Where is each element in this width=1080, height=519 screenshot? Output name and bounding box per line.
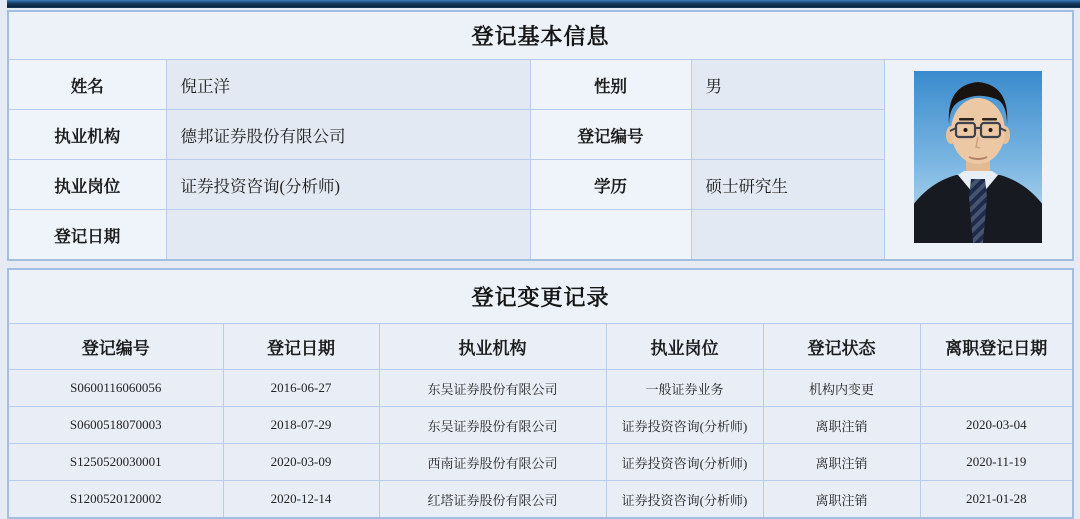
record-cell-status: 离职注销 xyxy=(763,444,920,481)
portrait-photo xyxy=(914,71,1042,243)
field-label-regdate: 登记日期 xyxy=(8,210,166,261)
record-cell-position: 一般证券业务 xyxy=(606,370,763,407)
basic-info-title: 登记基本信息 xyxy=(8,11,1073,60)
record-cell-regno: S1250520030001 xyxy=(8,444,223,481)
change-records-panel xyxy=(7,268,1074,519)
record-cell-regdate: 2018-07-29 xyxy=(223,407,379,444)
field-label-position: 执业岗位 xyxy=(8,160,166,210)
record-cell-regno: S1200520120002 xyxy=(8,481,223,519)
field-label-education: 学历 xyxy=(530,160,691,210)
record-cell-leavedate xyxy=(920,370,1073,407)
field-value-regno xyxy=(691,110,884,160)
field-value-org: 德邦证券股份有限公司 xyxy=(166,110,530,160)
column-header-position: 执业岗位 xyxy=(606,324,763,370)
field-label-empty xyxy=(530,210,691,261)
field-label-org: 执业机构 xyxy=(8,110,166,160)
field-label-gender: 性别 xyxy=(530,60,691,110)
field-value-education: 硕士研究生 xyxy=(691,160,884,210)
top-navy-banner xyxy=(7,0,1080,8)
record-cell-leavedate: 2021-01-28 xyxy=(920,481,1073,519)
records-header-row xyxy=(8,324,1073,370)
basic-info-panel xyxy=(7,10,1074,261)
change-records-table xyxy=(7,268,1074,519)
record-cell-org: 西南证券股份有限公司 xyxy=(379,444,606,481)
change-records-title: 登记变更记录 xyxy=(8,269,1073,324)
record-cell-position: 证券投资咨询(分析师) xyxy=(606,481,763,519)
basic-info-table xyxy=(7,10,1074,261)
record-cell-regdate: 2016-06-27 xyxy=(223,370,379,407)
column-header-regno: 登记编号 xyxy=(8,324,223,370)
record-cell-leavedate: 2020-11-19 xyxy=(920,444,1073,481)
record-cell-leavedate: 2020-03-04 xyxy=(920,407,1073,444)
field-value-name: 倪正洋 xyxy=(166,60,530,110)
record-row xyxy=(8,370,1073,407)
record-cell-regdate: 2020-12-14 xyxy=(223,481,379,519)
column-header-leavedate: 离职登记日期 xyxy=(920,324,1073,370)
record-row xyxy=(8,444,1073,481)
record-cell-org: 红塔证券股份有限公司 xyxy=(379,481,606,519)
column-header-org: 执业机构 xyxy=(379,324,606,370)
record-cell-status: 机构内变更 xyxy=(763,370,920,407)
field-value-regdate xyxy=(166,210,530,261)
record-cell-regno: S0600518070003 xyxy=(8,407,223,444)
field-label-regno: 登记编号 xyxy=(530,110,691,160)
photo-cell xyxy=(884,60,1073,261)
column-header-status: 登记状态 xyxy=(763,324,920,370)
field-label-name: 姓名 xyxy=(8,60,166,110)
field-value-empty xyxy=(691,210,884,261)
record-cell-regdate: 2020-03-09 xyxy=(223,444,379,481)
record-cell-org: 东吴证券股份有限公司 xyxy=(379,370,606,407)
record-row xyxy=(8,481,1073,519)
field-value-position: 证券投资咨询(分析师) xyxy=(166,160,530,210)
record-cell-org: 东吴证券股份有限公司 xyxy=(379,407,606,444)
record-cell-position: 证券投资咨询(分析师) xyxy=(606,407,763,444)
record-row xyxy=(8,407,1073,444)
record-cell-status: 离职注销 xyxy=(763,481,920,519)
record-cell-regno: S0600116060056 xyxy=(8,370,223,407)
field-value-gender: 男 xyxy=(691,60,884,110)
record-cell-position: 证券投资咨询(分析师) xyxy=(606,444,763,481)
record-cell-status: 离职注销 xyxy=(763,407,920,444)
column-header-regdate: 登记日期 xyxy=(223,324,379,370)
